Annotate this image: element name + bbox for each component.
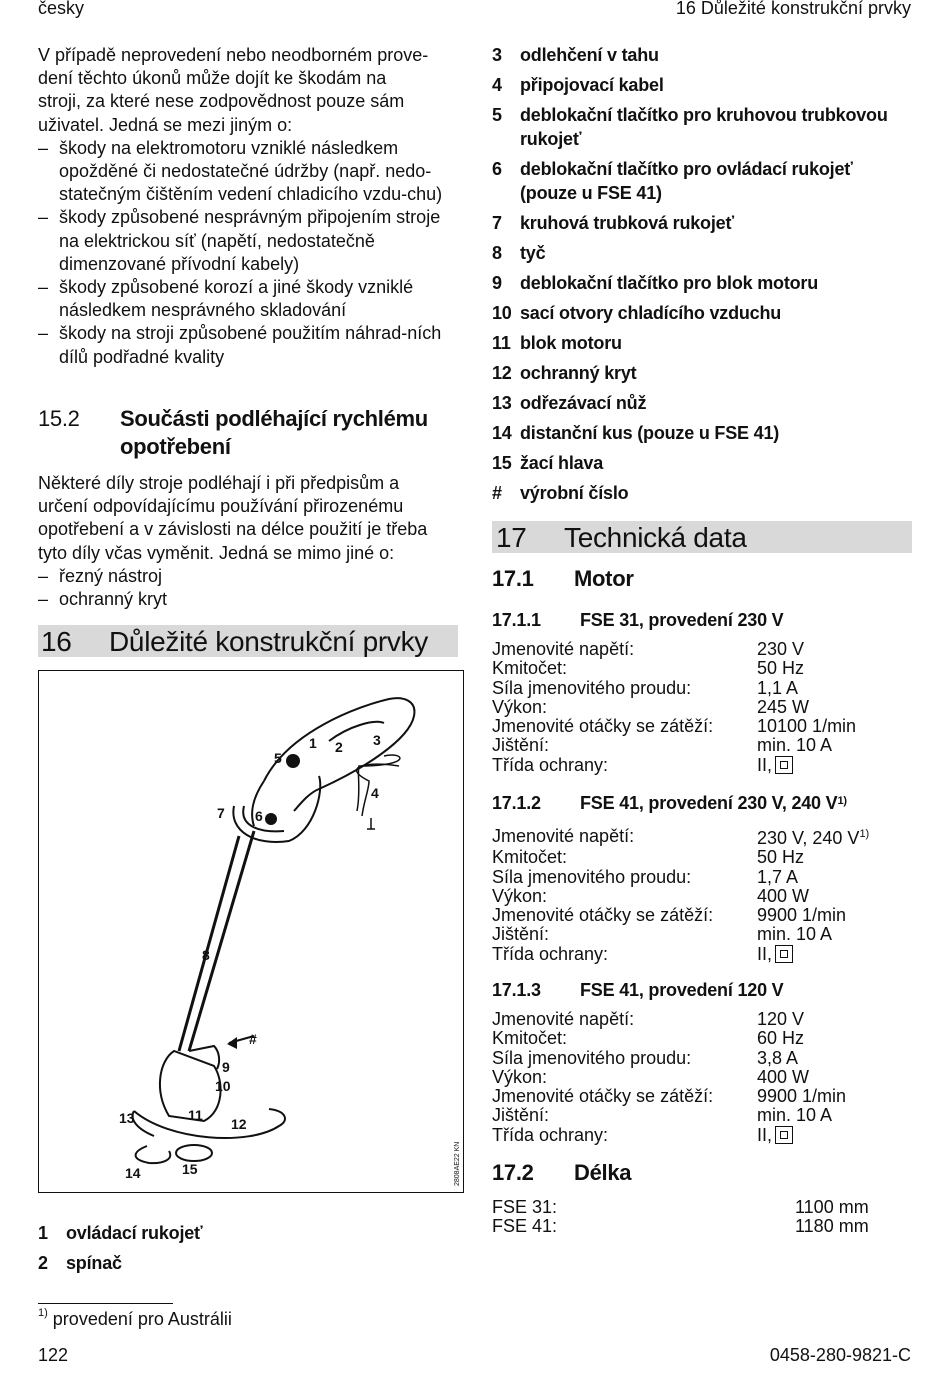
spec-row: Třída ochrany: II,: [492, 1126, 912, 1145]
plug-icon: [367, 818, 375, 829]
callout-14: 14: [125, 1165, 141, 1181]
callout-2: 2: [335, 739, 343, 755]
wear-section: [38, 472, 463, 611]
callout-1: 1: [309, 735, 317, 751]
part-item: 3 odlehčení v tahu: [492, 45, 659, 65]
part-item: 2 spínač: [38, 1253, 122, 1273]
protection-class-ii-icon: [775, 756, 793, 774]
part-item: 1 ovládací rukojeť: [38, 1223, 203, 1243]
spec-row: Jmenovité otáčky se zátěží: 9900 1/min: [492, 905, 847, 926]
spec-table-17-1-2: [492, 827, 912, 964]
parts-list-a: [38, 1218, 458, 1278]
spec-row: Výkon: 245 W: [492, 696, 810, 717]
list-item: – škody na stroji způsobené použitím náhrad-ních dílů podřadné kvality: [38, 323, 442, 367]
spec-row: Kmitočet: 50 Hz: [492, 847, 805, 868]
spec-row: Kmitočet: 60 Hz: [492, 1028, 805, 1049]
length-table: [492, 1198, 912, 1237]
trimmer-drawing: [39, 671, 463, 1192]
callout-9: 9: [222, 1059, 230, 1075]
spec-heading-17-1-3: 17.1.3 FSE 41, provedení 120 V: [492, 980, 784, 1000]
callout-11: 11: [188, 1107, 203, 1123]
spec-heading-17-1-2: 17.1.2 FSE 41, provedení 230 V, 240 V 1): [492, 793, 847, 813]
header-language: česky: [38, 0, 85, 18]
callout-10: 10: [215, 1078, 231, 1094]
part-item: 10 sací otvory chladícího vzduchu: [492, 303, 782, 323]
protection-class-ii-icon: [775, 1126, 793, 1144]
figure-code: 2808AE22 KN: [454, 1141, 461, 1186]
parts-list-b: [492, 43, 912, 505]
callout-8: 8: [202, 947, 210, 963]
spec-row: Jištění: min. 10 A: [492, 924, 833, 945]
part-item: 14 distanční kus (pouze u FSE 41): [492, 423, 780, 443]
callout-3: 3: [373, 732, 381, 748]
spec-row: Výkon: 400 W: [492, 1066, 810, 1087]
list-item: – škody způsobené korozí a jiné škody vzniklé následkem nesprávného skladování: [38, 277, 414, 321]
spec-heading-17-1-1: 17.1.1 FSE 31, provedení 230 V: [492, 610, 784, 630]
spec-row: Třída ochrany: II,: [492, 756, 912, 775]
list-item: – ochranný kryt: [38, 589, 168, 610]
left-column: [38, 44, 463, 369]
part-item: 8 tyč: [492, 243, 546, 263]
spec-row: FSE 31: 1100 mm: [492, 1197, 869, 1217]
part-item: 6 deblokační tlačítko pro ovládací rukojeť (pouze u FSE 41): [492, 159, 853, 203]
callout-15: 15: [182, 1161, 198, 1177]
part-item: 7 kruhová trubková rukojeť: [492, 213, 734, 233]
callout-6: 6: [255, 808, 263, 824]
part-item: 11 blok motoru: [492, 333, 622, 353]
part-item: 4 připojovací kabel: [492, 75, 664, 95]
header-chapter: 16 Důležité konstrukční prvky: [675, 0, 911, 18]
spec-row: Síla jmenovitého proudu: 3,8 A: [492, 1047, 799, 1068]
page-number: 122: [38, 1345, 69, 1365]
spec-row: FSE 41: 1180 mm: [492, 1216, 869, 1237]
list-item: – řezný nástroj: [38, 565, 163, 586]
section-17-2-heading: 17.2 Délka: [492, 1160, 632, 1185]
spec-row: Třída ochrany: II,: [492, 945, 912, 964]
list-item: – škody způsobené nesprávným připojením stroje na elektrickou síť (napětí, nedostatečně dimenzované přívodní kabely): [38, 207, 441, 274]
callout-4: 4: [371, 785, 379, 801]
section-17-1-heading: 17.1 Motor: [492, 566, 634, 591]
spec-row: Jmenovité otáčky se zátěží: 9900 1/min: [492, 1086, 847, 1107]
trimmer-figure: [38, 670, 464, 1193]
part-item: 12 ochranný kryt: [492, 363, 637, 383]
part-item: 15 žací hlava: [492, 453, 604, 473]
intro-paragraph: V případě neprovedení nebo neodborném prove- dení těchto úkonů může dojít ke škodám na stroji, za které nese zodpovědnost pouze sám uživatel. Jedná se mezi jiným o:: [38, 45, 429, 135]
spec-row: Jmenovité napětí: 230 V: [492, 639, 805, 659]
footnote-rule: [38, 1303, 173, 1304]
spec-row: Jištění: min. 10 A: [492, 1105, 833, 1126]
spec-table-17-1-3: [492, 1010, 912, 1145]
spec-row: Jištění: min. 10 A: [492, 735, 833, 756]
spec-row: Síla jmenovitého proudu: 1,7 A: [492, 866, 799, 887]
section-15-2-heading: 15.2 Součásti podléhající rychlému opotřebení: [38, 406, 428, 459]
spec-table-17-1-1: [492, 640, 912, 775]
damage-list: [38, 137, 463, 369]
spec-row: Jmenovité otáčky se zátěží: 10100 1/min: [492, 716, 857, 737]
callout-hash: #: [249, 1031, 257, 1047]
callout-13: 13: [119, 1110, 135, 1126]
wear-paragraph: Některé díly stroje podléhají i při předpisům a určení odpovídajícímu používání přirozenému opotřebení a v závislosti na délce použití je třeba tyto díly včas vyměnit. Jedná se mimo jiné o:: [38, 473, 428, 563]
part-item: 5 deblokační tlačítko pro kruhovou trubkovou rukojeť: [492, 105, 888, 149]
spec-row: Síla jmenovitého proudu: 1,1 A: [492, 677, 799, 698]
section-16-heading: 16 Důležité konstrukční prvky: [38, 625, 458, 657]
protection-class-ii-icon: [775, 945, 793, 963]
spec-row: Kmitočet: 50 Hz: [492, 658, 805, 679]
part-item: 9 deblokační tlačítko pro blok motoru: [492, 273, 819, 293]
spec-row: Jmenovité napětí: 120 V: [492, 1009, 805, 1029]
footnote: $^{1)}$ provedení pro Austrálii: [38, 1307, 232, 1329]
section-17-heading: 17 Technická data: [492, 521, 912, 553]
callout-7: 7: [217, 805, 225, 821]
part-item: # výrobní číslo: [492, 483, 629, 503]
callout-12: 12: [231, 1116, 247, 1132]
list-item: – škody na elektromotoru vzniklé následkem opožděné či nedostatečné údržby (např. nedo-statečným čištěním vedení chladicího vzdu-chu): [38, 137, 443, 205]
document-code: 0458-280-9821-C: [769, 1345, 911, 1365]
spec-row: Jmenovité napětí: 230 V, 240 V 1): [492, 826, 870, 848]
spec-row: Výkon: 400 W: [492, 885, 810, 906]
part-item: 13 odřezávací nůž: [492, 393, 647, 413]
callout-5: 5: [274, 750, 282, 766]
